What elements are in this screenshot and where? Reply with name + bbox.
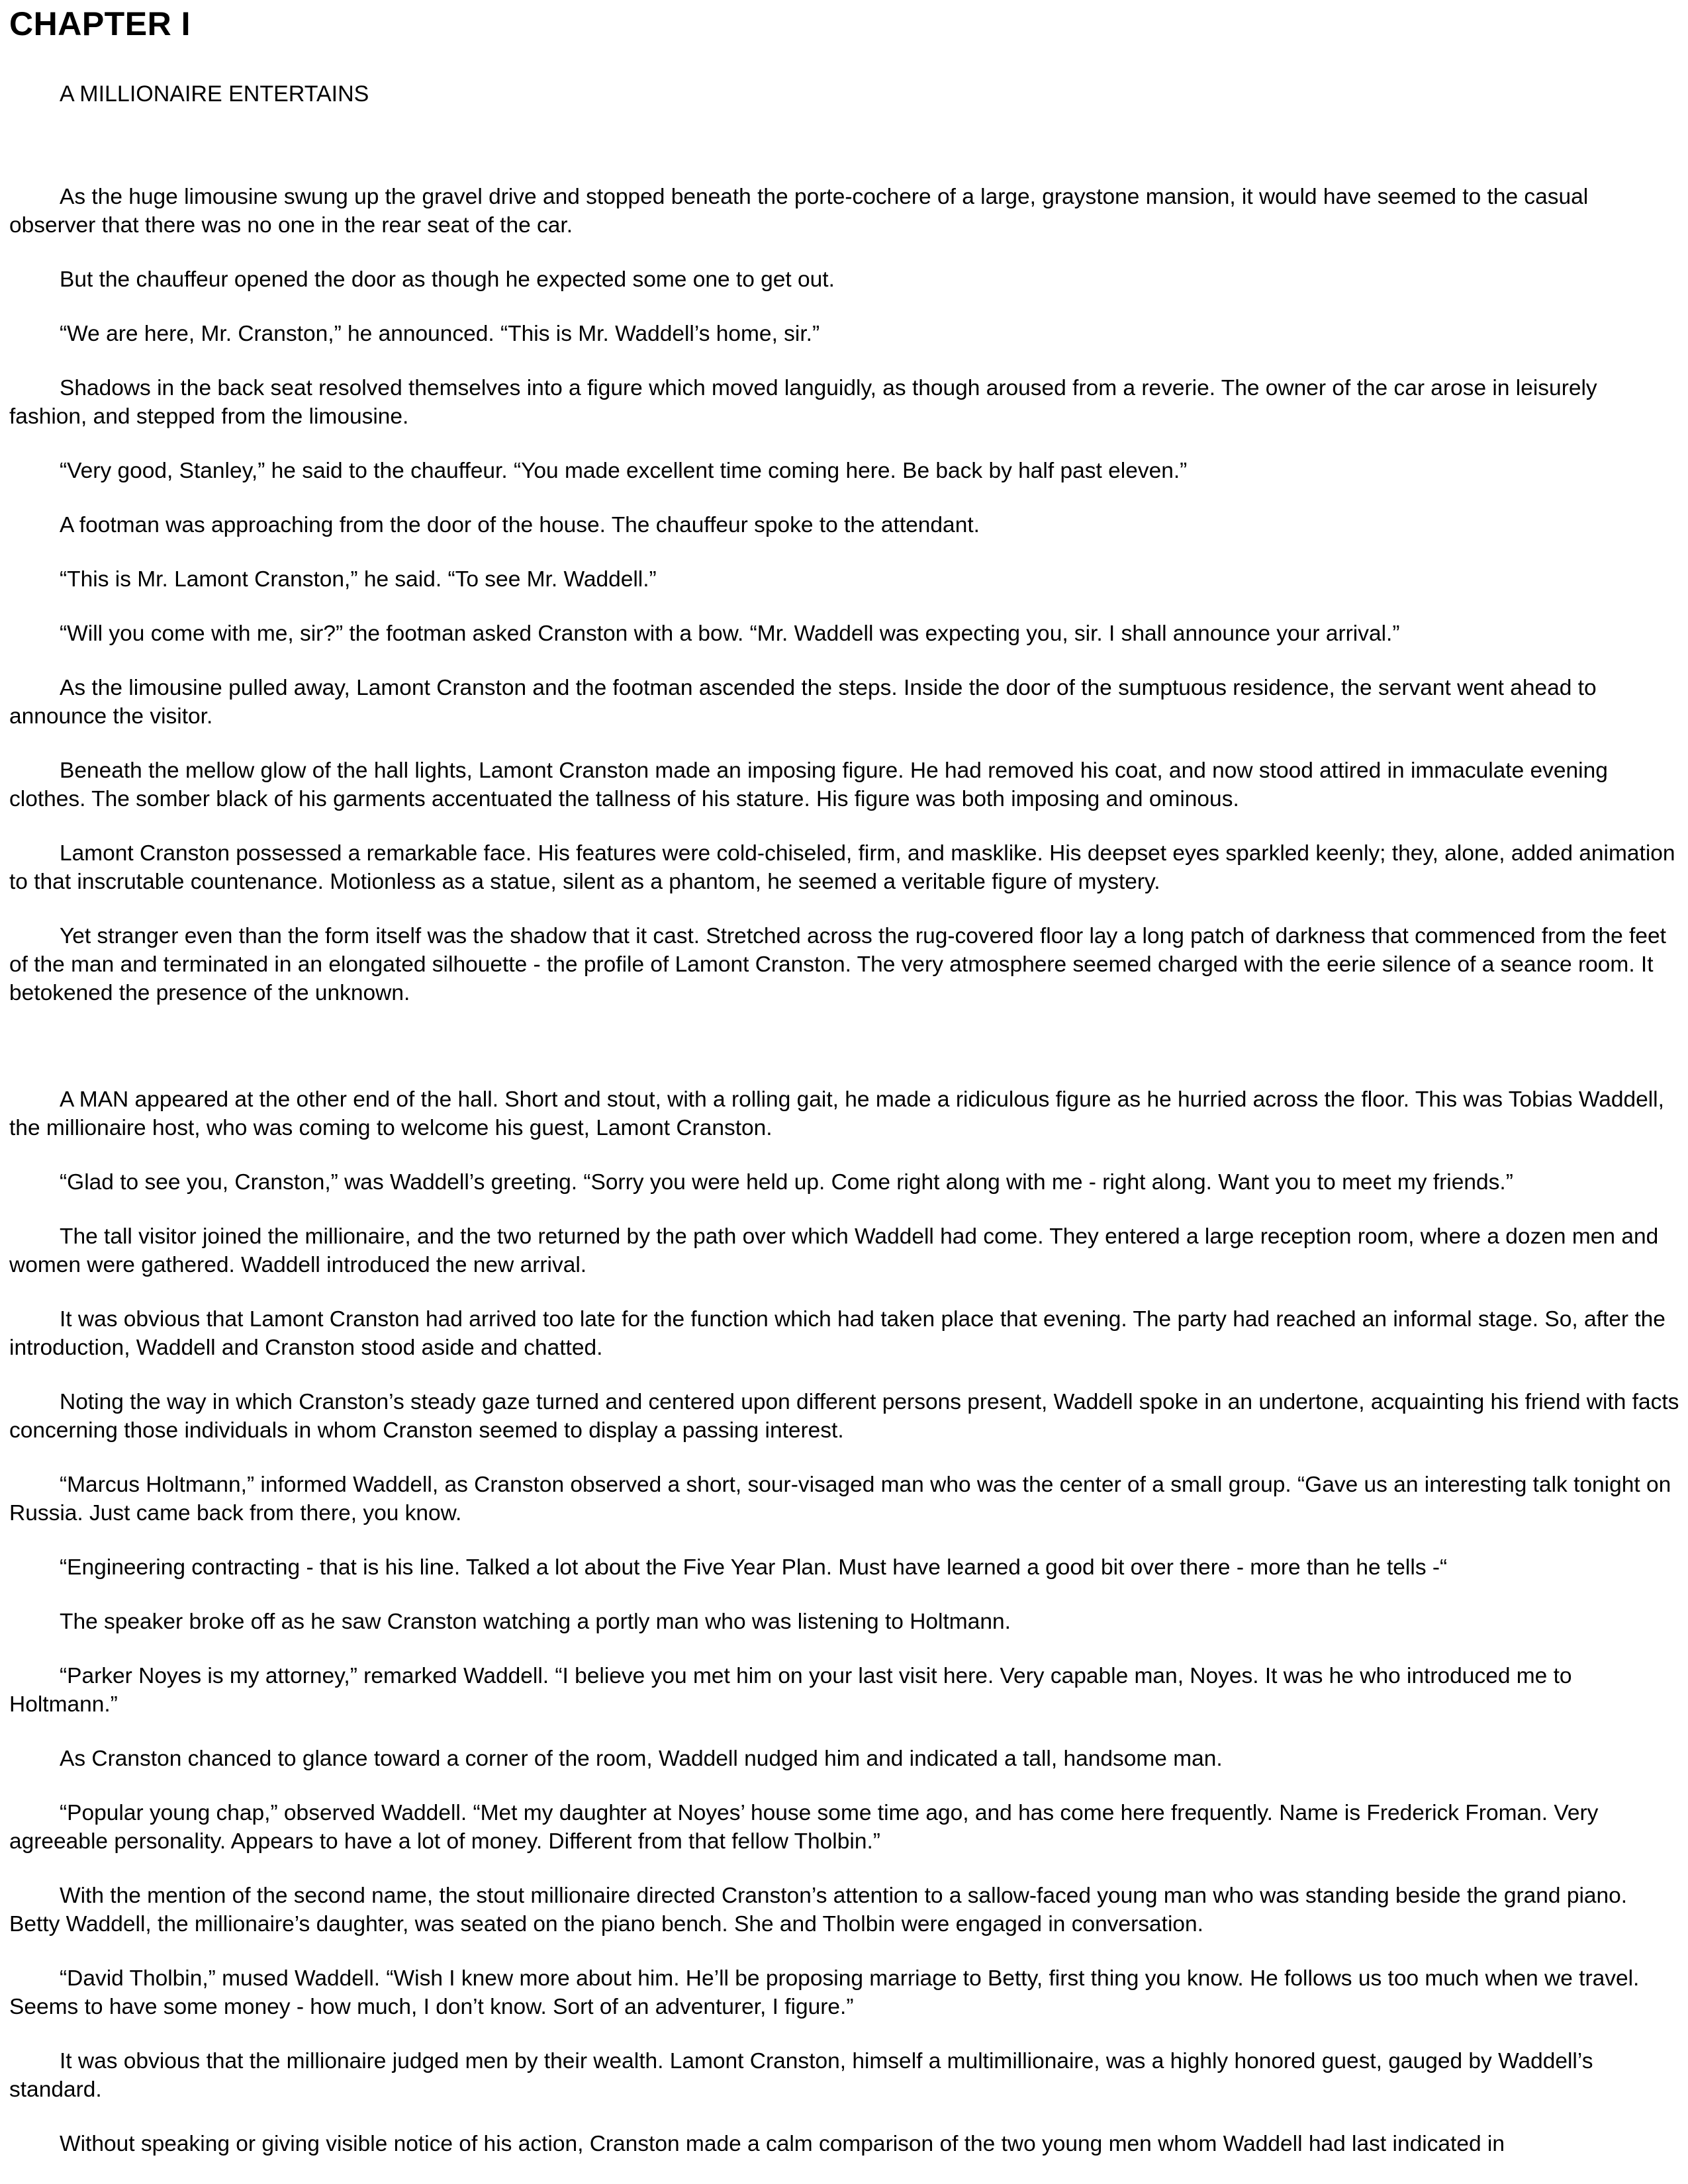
paragraph: A footman was approaching from the door of the house. The chauffeur spoke to the attendant. [60,513,980,537]
paragraph: “Marcus Holtmann,” informed Waddell, as Cranston observed a short, sour-visaged man who was the center of a small group. “Gave us an interesting talk tonight on Russia. Just came back from there, you know. [9,1473,1671,1525]
paragraph: “Very good, Stanley,” he said to the chauffeur. “You made excellent time coming here. Be back by half past eleven.” [60,459,1188,483]
paragraph: Lamont Cranston possessed a remarkable face. His features were cold-chiseled, firm, and masklike. His deepset eyes sparkled keenly; they, alone, added animation to that inscrutable countenance. Motionless as a statue, silent as a phantom, he seemed a veritable figure of mystery. [9,841,1675,894]
paragraph: With the mention of the second name, the stout millionaire directed Cranston’s attention to a sallow-faced young man who was standing beside the grand piano. Betty Waddell, the millionaire’s daughter, was seated on the piano bench. She and Tholbin were engaged in conversation. [9,1884,1628,1936]
paragraph: Without speaking or giving visible notice of his action, Cranston made a calm comparison of the two young men whom Waddell had last indicated in [60,2132,1505,2156]
document-page [9,0,1680,2184]
paragraph: Beneath the mellow glow of the hall lights, Lamont Cranston made an imposing figure. He had removed his coat, and now stood attired in immaculate evening clothes. The somber black of his garments accentuated the tallness of his stature. His figure was both imposing and ominous. [9,758,1608,811]
paragraph: “Parker Noyes is my attorney,” remarked Waddell. “I believe you met him on your last visit here. Very capable man, Noyes. It was he who introduced me to Holtmann.” [9,1664,1572,1717]
paragraph: It was obvious that Lamont Cranston had arrived too late for the function which had taken place that evening. The party had reached an informal stage. So, after the introduction, Waddell and Cranston stood aside and chatted. [9,1307,1665,1360]
paragraph: “Engineering contracting - that is his line. Talked a lot about the Five Year Plan. Must have learned a good bit over there - more than he tells -“ [60,1555,1448,1580]
paragraph: As the limousine pulled away, Lamont Cranston and the footman ascended the steps. Inside the door of the sumptuous residence, the servant went ahead to announce the visitor. [9,676,1597,729]
paragraph: “David Tholbin,” mused Waddell. “Wish I knew more about him. He’ll be proposing marriage to Betty, first thing you know. He follows us too much when we travel. Seems to have some money - how much, I don’t know. Sort of an adventurer, I figure.” [9,1966,1640,2019]
paragraph: It was obvious that the millionaire judged men by their wealth. Lamont Cranston, himself a multimillionaire, was a highly honored guest, gauged by Waddell’s standard. [9,2049,1593,2102]
paragraph: As Cranston chanced to glance toward a corner of the room, Waddell nudged him and indicated a tall, handsome man. [60,1747,1223,1771]
paragraph: But the chauffeur opened the door as though he expected some one to get out. [60,267,835,292]
chapter-heading: CHAPTER I [9,5,191,42]
paragraph: The speaker broke off as he saw Cranston watching a portly man who was listening to Holtmann. [60,1610,1011,1634]
paragraph: The tall visitor joined the millionaire, and the two returned by the path over which Waddell had come. They entered a large reception room, where a dozen men and women were gathered. Waddell introduced the new arrival. [9,1224,1659,1277]
paragraph: “Will you come with me, sir?” the footman asked Cranston with a bow. “Mr. Waddell was expecting you, sir. I shall announce your arrival.” [60,621,1400,646]
paragraph: Yet stranger even than the form itself was the shadow that it cast. Stretched across the rug-covered floor lay a long patch of darkness that commenced from the feet of the man and terminated in an elongated silhouette - the profile of Lamont Cranston. The very atmosphere seemed charged with the eerie silence of a seance room. It betokened the presence of the unknown. [9,924,1666,1005]
paragraph: “Popular young chap,” observed Waddell. “Met my daughter at Noyes’ house some time ago, and has come here frequently. Name is Frederick Froman. Very agreeable personality. Appears to have a lot of money. Different from that fellow Tholbin.” [9,1801,1599,1854]
paragraph: Shadows in the back seat resolved themselves into a figure which moved languidly, as though aroused from a reverie. The owner of the car arose in leisurely fashion, and stepped from the limousine. [9,376,1597,429]
chapter-title: A MILLIONAIRE ENTERTAINS [60,81,369,107]
paragraph: As the huge limousine swung up the gravel drive and stopped beneath the porte-cochere of a large, graystone mansion, it would have seemed to the casual observer that there was no one in the rear seat of the car. [9,185,1589,238]
paragraph: Noting the way in which Cranston’s steady gaze turned and centered upon different persons present, Waddell spoke in an undertone, acquainting his friend with facts concerning those individuals in whom Cranston seemed to display a passing interest. [9,1390,1679,1443]
paragraph: “This is Mr. Lamont Cranston,” he said. “To see Mr. Waddell.” [60,567,657,592]
paragraph: A MAN appeared at the other end of the hall. Short and stout, with a rolling gait, he made a ridiculous figure as he hurried across the floor. This was Tobias Waddell, the millionaire host, who was coming to welcome his guest, Lamont Cranston. [9,1087,1664,1140]
paragraph: “We are here, Mr. Cranston,” he announced. “This is Mr. Waddell’s home, sir.” [60,322,820,346]
paragraph: “Glad to see you, Cranston,” was Waddell’s greeting. “Sorry you were held up. Come right along with me - right along. Want you to meet my friends.” [60,1170,1513,1195]
chapter-body [9,183,1680,2184]
